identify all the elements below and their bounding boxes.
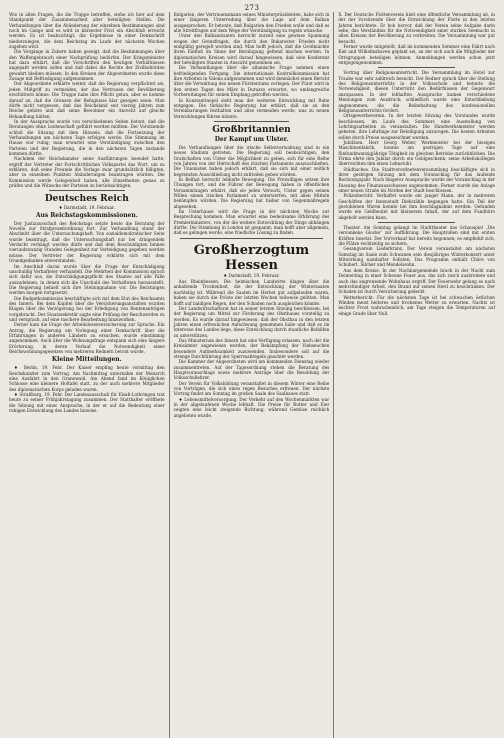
section-title-grossbritannien: Großbritannien: [212, 124, 291, 135]
paragraph: Die Verhandlungen über die irische Selbstverwaltung sind in ein neues Stadium getreten. Die Regierung soll beabsichtigen, den Grafschaften von Ulster die Möglichkeit zu geben, sich für eine Reihe von Jahren von der Herrschaft des irischen Parlaments auszuschließen. Die Unionisten haben jedoch erklärt, daß sie sich mit einer zeitlich begrenzten Ausschließung nicht zufrieden geben würden.: [173, 144, 330, 177]
paragraph: Der Abgeordnete erklärte weiter, daß die Regierung verpflichtet sei, jeden Mißgriff zu vermeiden, der das Vertrauen der Bevölkerung erschüttern könne. Die Truppe habe ihre Pflicht getan, aber es komme darauf an, daß die Grenzen der Befugnisse klar gezogen seien. Man dürfe nicht vergessen, daß das Reichsland seit vierzig Jahren zum Reiche gehöre und daß seine Bewohner ein Anrecht auf gleiche Behandlung hätten.: [9, 81, 165, 119]
left-intro: [9, 12, 165, 188]
subsection-title: Aus Reichstagskommissionen.: [35, 211, 138, 219]
section-title-grossherzogtum-hessen: Großherzogtum Hessen: [193, 242, 310, 273]
divider: [214, 121, 290, 122]
paragraph: Ortsgewerbeverein. In der letzten Sitzung des Vorstandes wurde beschlossen, im Laufe des Sommers eine Ausstellung von Lehrlingsarbeiten zu veranstalten. Die Handwerksmeister werden gebeten, ihre Lehrlinge zur Beteiligung anzuregen. Die besten Arbeiten sollen durch Preise ausgezeichnet werden.: [338, 113, 495, 140]
paragraph: ♦ Straßburg, 19. Febr. Der Landesausschuß für Elsaß-Lothringen trat heute zu seiner Frühjahrstagung zusammen. Der Statthalter eröffnete die Sitzung mit einer Ansprache, in der er auf die Bedeutung einer ruhigen Entwicklung des Landes hinwies.: [9, 392, 165, 414]
column-middle: [170, 12, 335, 738]
paragraph: X. Der Deutsche Flottenverein hielt eine öffentliche Versammlung ab, in der der Vorsitzende über die Entwicklung der Flotte in den letzten Jahren berichtete. Er hob hervor, daß der Verein seine Aufgabe darin sehe, das Verständnis für die Notwendigkeit einer starken Seemacht in allen Kreisen der Bevölkerung zu verbreiten. Die Versammlung war gut besucht.: [338, 12, 495, 44]
columns: [5, 12, 499, 738]
paragraph: Vortrag über Religionsunterricht. Die Versammlung im Hotel zur Traube war sehr zahlreich besucht. Der Redner sprach über die Stellung des Religionsunterrichts in der Volksschule und betonte die Notwendigkeit, diesen Unterricht den Bedürfnissen der Gegenwart anzupassen. In der lebhaften Aussprache kamen verschiedene Meinungen zum Ausdruck; schließlich wurde eine Entschließung angenommen, die die Beibehaltung des konfessionellen Religionsunterrichts fordert.: [338, 70, 495, 113]
paragraph: Die Vorgänge in Zabern haben gezeigt, daß die Bestimmungen über den Waffengebrauch einer Nachprüfung bedürfen. Der Kriegsminister hat dazu erklärt, daß die Vorschriften den heutigen Verhältnissen angepaßt werden sollen und daß dabei die Rechte der Zivilbehörden gewahrt bleiben müssen. In den Kreisen der Abgeordneten wurde diese Zusage mit Befriedigung aufgenommen.: [9, 49, 165, 82]
paragraph: Wie in allen Fragen, die die Truppe betreffen, stehe ich hier auf dem Standpunkt der Zusammenarbeit aller beteiligten Stellen. Die Verhandlungen über die Abänderung der einzelnen Bestimmungen sind noch im Gange und es wird in kürzester Frist ein Abschluß erreicht werden. Es ist beabsichtigt, die Ergebnisse in einer Denkschrift niederzulegen, die dem Reichstag im Laufe der nächsten Wochen zugehen wird.: [9, 12, 165, 50]
divider: [180, 238, 324, 239]
page-number: 273: [244, 4, 260, 12]
paragraph: Im Anschluß daran wurde über die Frage der Entschädigung unschuldig Verhafteter verhandelt. Die Mehrheit der Kommission sprach sich dafür aus, die Entschädigungspflicht des Staates auf alle Fälle auszudehnen, in denen sich die Unschuld des Verhafteten herausstellt. Die Regierung behielt sich ihre Stellungnahme vor. Die Beratungen werden morgen fortgesetzt.: [9, 263, 165, 296]
paragraph: In Belfast herrscht lebhafte Bewegung. Die Freiwilligen setzen ihre Übungen fort, und die Führer der Bewegung haben in öffentlichen Versammlungen erklärt, daß sie jeden Versuch, Ulster gegen seinen Willen einem irischen Parlament zu unterwerfen, mit allen Mitteln bekämpfen würden. Die Regierung hat bisher von Gegenmaßregeln abgesehen.: [173, 176, 330, 209]
column-left: [5, 12, 170, 738]
paragraph: Aus dem Kreise. In der Nachbargemeinde brach in der Nacht zum Donnerstag in einer Scheune Feuer aus, das sich rasch ausbreitete und auch das angrenzende Wohnhaus ergriff. Der Feuerwehr gelang es nach mehrstündiger Arbeit, den Brand auf seinen Herd zu beschränken. Der Schaden ist durch Versicherung gedeckt.: [338, 267, 495, 295]
paragraph: Jubiläum. Herr Georg Weber, Werkmeister bei der hiesigen Maschinenfabrik, konnte am gestrigen Tage auf eine fünfundzwanzigjährige Tätigkeit im gleichen Betriebe zurückblicken. Die Firma ehrte den Jubilar durch ein Geldgeschenk; seine Arbeitskollegen überreichten ihm einen Lehnstuhl.: [338, 139, 495, 167]
paragraph: Der Justizausschuß des Reichstags setzte heute die Beratung der Novelle zur Strafprozeßordnung fort. Zur Verhandlung stand der Abschnitt über die Untersuchungshaft. Von sozialdemokratischer Seite wurde beantragt, daß die Untersuchungshaft nur bei dringendem Verdacht verhängt werden dürfe und daß dem Beschuldigten binnen vierundzwanzig Stunden Gelegenheit zur Verteidigung gegeben werden müsse. Der Vertreter der Regierung erklärte sich mit dem Grundgedanken einverstanden.: [9, 220, 165, 264]
paragraph: Gesangverein Liederkranz. Der Verein veranstaltet am nächsten Samstag im Saale zum Schwanen sein diesjähriges Winterkonzert unter Mitwirkung namhafter Solisten. Das Programm enthält Chöre von Schubert, Silcher und Mendelssohn.: [338, 246, 495, 268]
section-title-deutsches-reich: Deutsches Reich: [44, 194, 129, 205]
paragraph: Unter den Balkanstaaten herrscht zurzeit eine gewisse Spannung wegen der Grenzfragen, die durch den Bukarester Frieden nicht endgültig geregelt worden sind. Man hofft jedoch, daß die Großmächte ihren Einfluß im Sinne der Beruhigung geltend machen werden. In diplomatischen Kreisen wird darauf hingewiesen, daß eine Konferenz der beteiligten Staaten in Aussicht genommen sei.: [173, 33, 330, 66]
paragraph: Im Unterhause wird die Frage in der nächsten Woche zur Besprechung kommen. Man erwartet eine bedeutsame Erklärung des Premierministers, von der die weitere Entwicklung der Dinge abhängen dürfte. Die Stimmung in London ist gespannt; man hofft aber allgemein, daß es gelingen werde, eine friedliche Lösung zu finden.: [173, 209, 330, 236]
paragraph: Wetterbericht. Für die nächsten Tage ist bei schwachen östlichen Winden meist heiteres und trockenes Wetter zu erwarten. Nachts ist leichter Frost wahrscheinlich; am Tage steigen die Temperaturen auf einige Grade über Null.: [338, 294, 495, 316]
paragraph: Das Ministerium des Innern hat eine Verfügung erlassen, nach der die Kreisämter angewiesen werden, der Bekämpfung der Viehseuchen besondere Aufmerksamkeit zuzuwenden. Insbesondere soll auf die strenge Durchführung der Sperrmaßregeln geachtet werden.: [173, 337, 330, 359]
divider: [378, 222, 455, 223]
paragraph: Der Verein für Volksbildung veranstaltet in diesem Winter eine Reihe von Vorträgen, die sich eines regen Besuches erfreuen. Der nächste Vortrag findet am Sonntag im großen Saale des Saalbaues statt.: [173, 380, 330, 397]
paragraph: Bulgarien, der Vertrauensmann seines Ministerpräsidenten, habe sich in einer längeren Unterredung über die Lage auf dem Balkan ausgesprochen. Er betonte, daß Bulgarien den Frieden wolle und daß es alle Streitfragen auf dem Wege der Verständigung zu regeln wünsche.: [173, 12, 330, 34]
subsection-title: Der Kampf um Ulster.: [214, 135, 289, 143]
paragraph: Theater. Am Sonntag gelangt im Stadttheater das Schauspiel „Die versunkene Glocke“ zur Aufführung. Die Hauptrollen sind mit ersten Kräften besetzt. Der Vorverkauf hat bereits begonnen; es empfiehlt sich, die Plätze rechtzeitig zu sichern.: [338, 225, 495, 247]
subsection-title-kleine-mitteilungen: Kleine Mitteilungen.: [51, 356, 122, 364]
paragraph: Aus Rheinhessen. Die heimischen Landwirte klagen über die anhaltende Trockenheit, die der Entwicklung der Wintersaaten nachteilig ist. Während die Saaten im Herbst gut aufgelaufen waren, haben sie durch die Fröste der letzten Wochen teilweise gelitten. Man hofft auf baldigen Regen, der den Schaden noch ausgleichen könnte.: [173, 279, 330, 306]
paragraph: Die Kammer der Abgeordneten wird am kommenden Dienstag wieder zusammentreten. Auf der Tagesordnung stehen die Beratung des Hauptvoranschlags sowie mehrere Anträge über die Besoldung der Volksschullehrer.: [173, 359, 330, 381]
dateline: ♦ Darmstadt, 19. Februar.: [223, 272, 280, 278]
column-right: [334, 12, 499, 738]
paragraph: Die Verhandlungen über die albanische Frage nehmen einen befriedigenden Fortgang. Die internationale Kontrollkommission hat ihre Arbeiten in Valona aufgenommen und wird demnächst einen Bericht über die Verwaltung des neuen Fürstentums vorlegen. Der Fürst wird in den ersten Tagen des März in Durazzo erwartet, wo umfangreiche Vorbereitungen für seinen Empfang getroffen werden.: [173, 65, 330, 98]
paragraph: Ferner kam die Frage der Arbeitslosenversicherung zur Sprache. Ein Antrag, die Regierung um Vorlegung einer Denkschrift über die Erfahrungen in anderen Ländern zu ersuchen, wurde einstimmig angenommen. Auch über die Wohnungsfrage entspann sich eine längere Erörterung, in deren Verlauf die Notwendigkeit eines Reichswohnungsgesetzes von mehreren Rednern betont wurde.: [9, 322, 165, 354]
divider: [378, 67, 455, 68]
paragraph: Polizeibericht. Verhaftet wurde ein junger Mann, der in mehreren Geschäften der Innenstadt Diebstähle begangen hatte. Ein Teil der gestohlenen Waren konnte bei ihm beschlagnahmt werden. Gefunden wurde ein Geldbeutel mit kleinerem Inhalt, der auf dem Fundbüro abgeholt werden kann.: [338, 193, 495, 220]
paragraph: In Konstantinopel sieht man der weiteren Entwicklung mit Ruhe entgegen. Die türkische Regierung hat erklärt, daß sie an den Vereinbarungen festhalten und alles vermeiden werde, was zu neuen Verwicklungen führen könnte.: [173, 97, 330, 119]
paragraph: Der Landwirtschaftsrat hat in seiner letzten Sitzung beschlossen, bei der Regierung um Mittel zur Förderung des Obstbaues vorstellig zu werden. Es wurde darauf hingewiesen, daß der Obstbau in den letzten Jahren einen erfreulichen Aufschwung genommen habe und daß es im Interesse des Landes liege, diese Entwicklung durch staatliche Beihilfen zu unterstützen.: [173, 305, 330, 338]
paragraph: Nachdem der Reichskanzler seine Ausführungen beendet hatte, ergriff der Vertreter der Fortschrittlichen Volkspartei das Wort, um zu erklären, daß seine Freunde die Vorlage zwar grundsätzlich billigten, aber in einzelnen Punkten Abänderungen beantragen würden. Die Kommission werde Gelegenheit haben, alle Einzelheiten genau zu prüfen und die Wünsche der Parteien zu berücksichtigen.: [9, 156, 165, 188]
paragraph: In der Aussprache wurde von verschiedenen Seiten betont, daß die Beratungen ohne Leidenschaft geführt werden müßten. Der Vorsitzende schloß die Sitzung mit dem Hinweis, daß die Fortsetzung der Verhandlungen am nächsten Tage erfolgen werde. Die Stimmung im Hause war ruhig; man erwartet eine Verständigung zwischen den Parteien und der Regierung, die in den nächsten Tagen zustande kommen dürfte.: [9, 118, 165, 156]
paragraph: Die Budgetkommission beschäftigte sich mit dem Etat des Reichsamts des Innern. Bei dem Kapitel über die Versicherungsanstalten wurden Klagen über die Verzögerung bei der Erledigung von Rentenanträgen vorgebracht. Der Staatssekretär sagte eine Prüfung der Beschwerden zu und versprach, auf eine raschere Bearbeitung hinzuwirken.: [9, 295, 165, 322]
paragraph: ♦ Berlin, 19. Febr. Der Kaiser empfing heute vormittag den Reichskanzler zum Vortrag. Am Nachmittag unternahm der Monarch eine Ausfahrt in den Grunewald. Am Abend fand im Königlichen Schlosse eine kleinere Hoftafel statt, zu der auch mehrere Mitglieder des diplomatischen Korps geladen waren.: [9, 365, 165, 392]
paragraph: Städtisches. Die Stadtverordnetenversammlung beschäftigte sich in ihrer gestrigen Sitzung mit dem Voranschlag für das laufende Rechnungsjahr. Nach längerer Aussprache wurde der Voranschlag in der Fassung des Finanzausschusses angenommen. Ferner wurde die Anlage einer neuen Straße im Norden der Stadt beschlossen.: [338, 166, 495, 193]
paragraph: Ferner wurde mitgeteilt, daß im kommenden Sommer eine Fahrt nach Kiel und Wilhelmshaven geplant sei, an der sich auch die Mitglieder der Ortsgruppen beteiligen können. Anmeldungen werden schon jetzt entgegengenommen.: [338, 44, 495, 66]
paragraph: ♦ Lebensmittelversorgung. Der Verkehr auf den Wochenmärkten war in der abgelaufenen Woche lebhaft. Die Preise für Butter und Eier zeigten eine leicht steigende Richtung, während Gemüse reichlich angeboten wurde.: [173, 396, 330, 418]
divider: [49, 190, 125, 191]
dateline: ♦ Darmstadt, 19. Februar.: [58, 205, 115, 211]
